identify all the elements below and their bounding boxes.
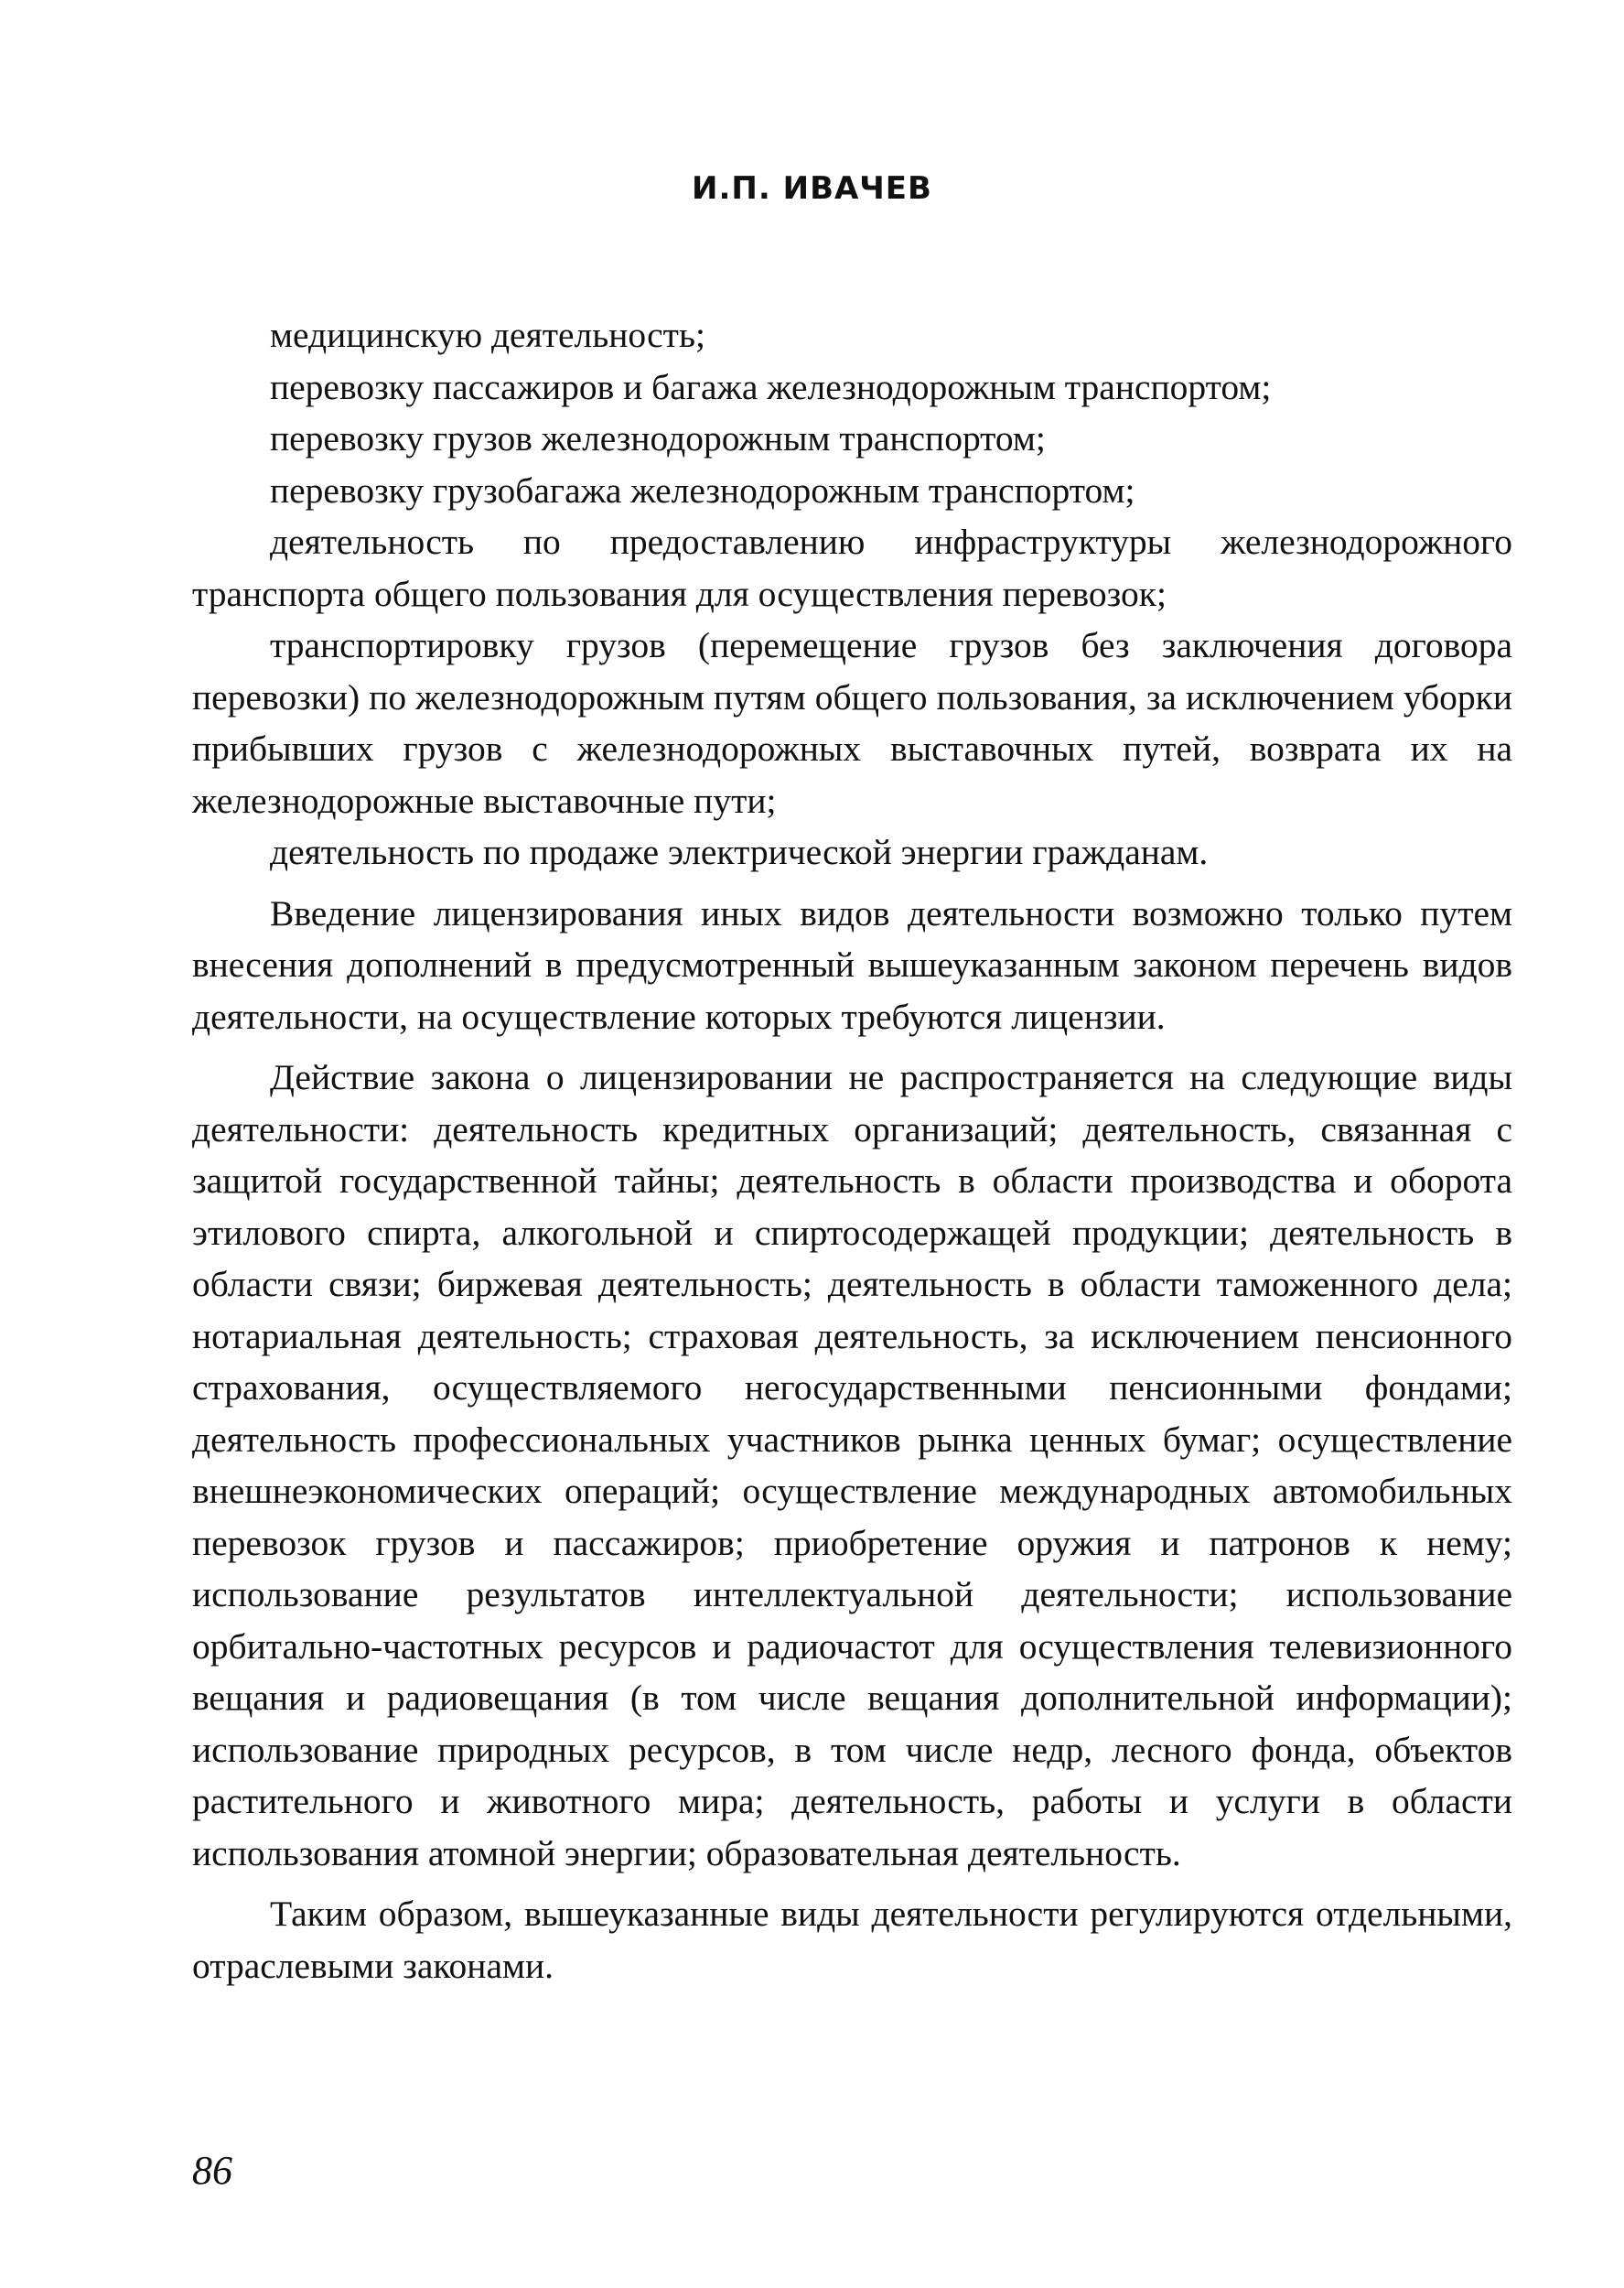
paragraph-cargo-transportation: транспортировку грузов (перемещение грузов без заключения договора перевозки) по железнодорожным путям общего пользования, за исключением уборки прибывших грузов с железнодорожных выставочных путей, возврата их на железнодорожные выставочные пути; <box>192 625 1512 821</box>
body-text <box>192 309 1512 1991</box>
paragraph-law-exclusions: Действие закона о лицензировании не распространяется на следующие виды деятельности: деятельность кредитных организаций; деятельность, связанная с защитой государственной тайны; деятельность в области производства и оборота этилового спирта, алкогольной и спиртосодержащей продукции; деятельность в области связи; биржевая деятельность; деятельность в области таможенного дела; нотариальная деятельность; страховая деятельность, за исключением пенсионного страхования, осуществляемого негосударственными пенсионными фондами; деятельность профессиональных участников рынка ценных бумаг; осуществление внешнеэкономических операций; осуществление международных автомобильных перевозок грузов и пассажиров; приобретение оружия и патронов к нему; использование результатов интеллектуальной деятельности; использование орбитально-частотных ресурсов и радиочастот для осуществления телевизионного вещания и радиовещания (в том числе вещания дополнительной информации); использование природных ресурсов, в том числе недр, лесного фонда, объектов растительного и животного мира; деятельность, работы и услуги в области использования атомной энергии; образовательная деятельность. <box>192 1057 1512 1873</box>
page-number: 86 <box>192 2148 232 2193</box>
paragraph-passenger-transport: перевозку пассажиров и багажа железнодорожным транспортом; <box>270 366 1272 407</box>
paragraph-luggage-cargo: перевозку грузобагажа железнодорожным транспортом; <box>270 469 1135 511</box>
paragraph-licensing-introduction: Введение лицензирования иных видов деятельности возможно только путем внесения дополнений в предусмотренный вышеуказанным законом перечень видов деятельности, на осуществление которых требуются лицензии. <box>192 892 1512 1037</box>
paragraph-medical: медицинскую деятельность; <box>270 315 705 355</box>
paragraph-electric-energy: деятельность по продаже электрической энергии гражданам. <box>270 832 1209 872</box>
paragraph-conclusion: Таким образом, вышеуказанные виды деятельности регулируются отдельными, отраслевыми законами. <box>192 1894 1512 1986</box>
paragraph-cargo-transport: перевозку грузов железнодорожным транспортом; <box>270 418 1046 459</box>
paragraph-infrastructure: деятельность по предоставлению инфраструктуры железнодорожного транспорта общего пользования для осуществления перевозок; <box>192 522 1512 614</box>
running-head: И.П. ИВАЧЕВ <box>692 170 932 207</box>
